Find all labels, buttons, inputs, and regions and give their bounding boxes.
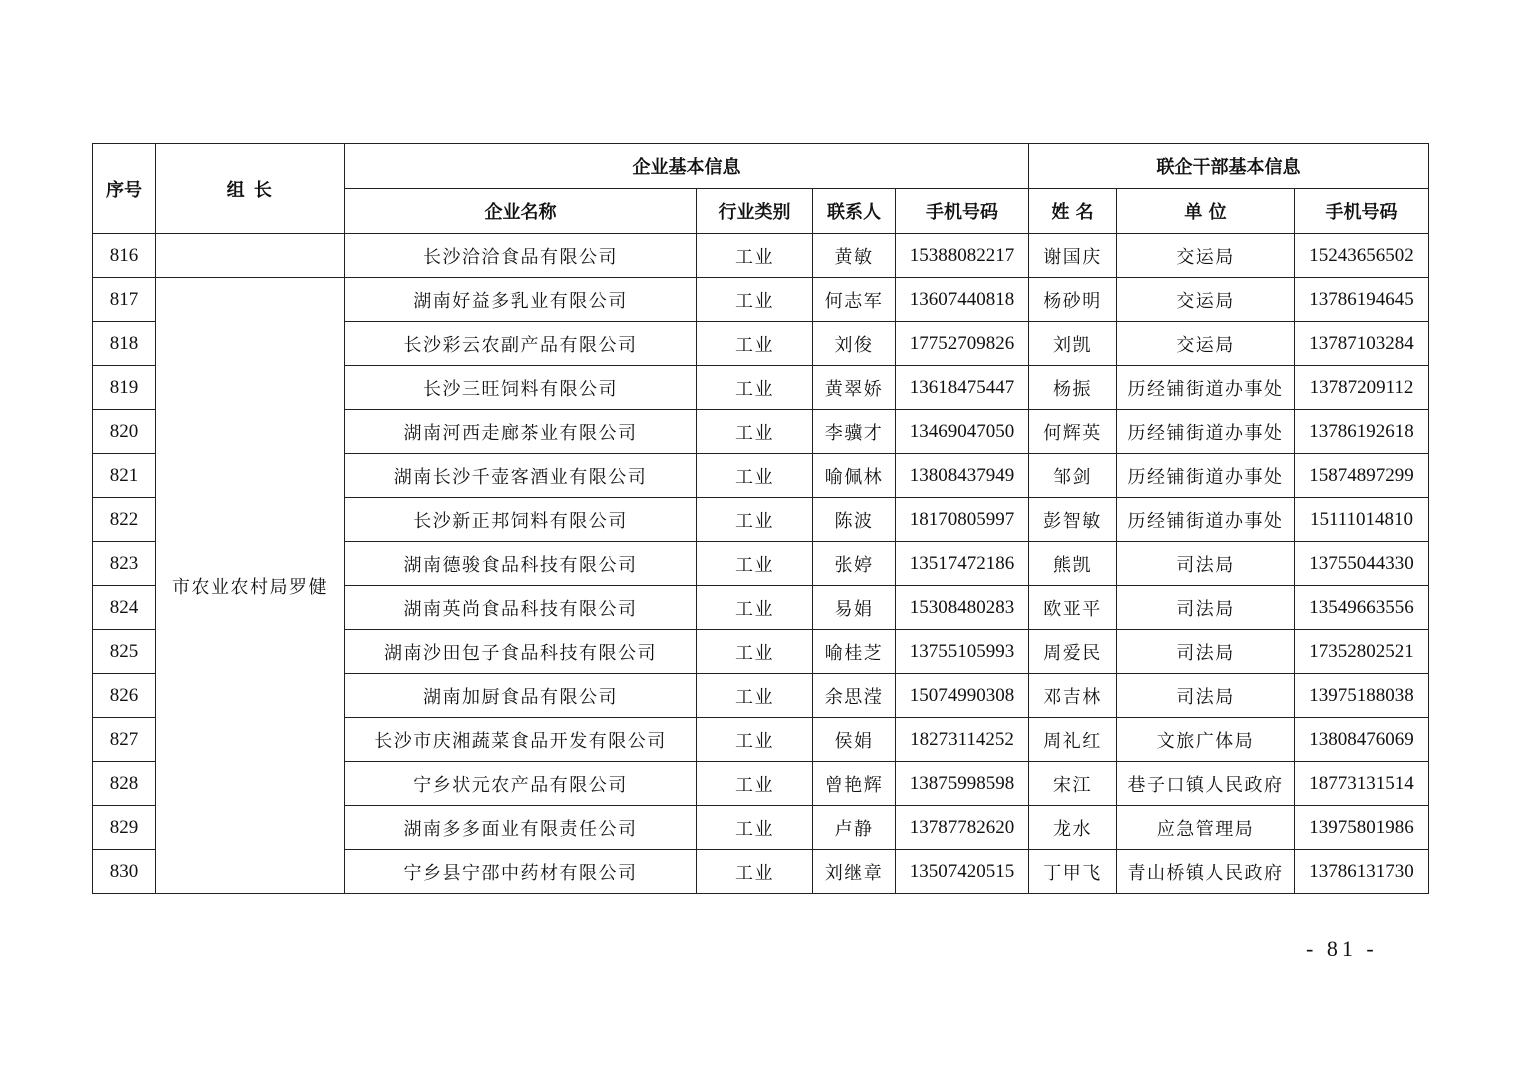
cell-cadre: 宋江 [1029,762,1117,806]
cell-cadre: 刘凯 [1029,322,1117,366]
cell-seq: 830 [93,850,156,894]
cell-seq: 819 [93,366,156,410]
cell-seq: 824 [93,586,156,630]
cell-phone: 13808437949 [896,454,1029,498]
header-industry: 行业类别 [697,189,813,234]
cell-cadre-phone: 13549663556 [1295,586,1429,630]
cell-industry: 工业 [697,322,813,366]
cell-group-leader: 市农业农村局罗健 [156,278,345,894]
cell-cadre-phone: 13808476069 [1295,718,1429,762]
cell-industry: 工业 [697,718,813,762]
cell-contact: 黄敏 [813,234,896,278]
cell-industry: 工业 [697,366,813,410]
cell-seq: 829 [93,806,156,850]
cell-company: 长沙洽洽食品有限公司 [345,234,697,278]
table-row [93,278,1429,322]
cell-cadre-phone: 15243656502 [1295,234,1429,278]
cell-cadre-phone: 18773131514 [1295,762,1429,806]
enterprise-cadre-table [92,143,1429,894]
header-cadre-name: 姓 名 [1029,189,1117,234]
cell-company: 长沙市庆湘蔬菜食品开发有限公司 [345,718,697,762]
cell-industry: 工业 [697,454,813,498]
cell-unit: 历经铺街道办事处 [1117,498,1295,542]
cell-industry: 工业 [697,674,813,718]
header-seq: 序号 [93,144,156,234]
cell-phone: 13618475447 [896,366,1029,410]
cell-seq: 820 [93,410,156,454]
cell-contact: 曾艳辉 [813,762,896,806]
cell-contact: 李骥才 [813,410,896,454]
cell-unit: 历经铺街道办事处 [1117,454,1295,498]
cell-cadre-phone: 15874897299 [1295,454,1429,498]
cell-seq: 825 [93,630,156,674]
cell-company: 长沙三旺饲料有限公司 [345,366,697,410]
cell-industry: 工业 [697,542,813,586]
table-header [93,144,1429,234]
cell-unit: 司法局 [1117,542,1295,586]
cell-contact: 黄翠娇 [813,366,896,410]
cell-unit: 交运局 [1117,278,1295,322]
cell-phone: 18170805997 [896,498,1029,542]
cell-company: 湖南沙田包子食品科技有限公司 [345,630,697,674]
cell-cadre: 杨振 [1029,366,1117,410]
cell-contact: 刘俊 [813,322,896,366]
cell-contact: 张婷 [813,542,896,586]
cell-phone: 17752709826 [896,322,1029,366]
cell-cadre-phone: 13975188038 [1295,674,1429,718]
cell-contact: 刘继章 [813,850,896,894]
cell-unit: 交运局 [1117,322,1295,366]
cell-cadre: 龙水 [1029,806,1117,850]
cell-industry: 工业 [697,410,813,454]
cell-unit: 巷子口镇人民政府 [1117,762,1295,806]
cell-leader [156,234,345,278]
cell-unit: 司法局 [1117,674,1295,718]
cell-cadre-phone: 17352802521 [1295,630,1429,674]
cell-cadre: 欧亚平 [1029,586,1117,630]
cell-phone: 13469047050 [896,410,1029,454]
cell-industry: 工业 [697,630,813,674]
cell-company: 湖南英尚食品科技有限公司 [345,586,697,630]
cell-cadre-phone: 15111014810 [1295,498,1429,542]
cell-cadre: 丁甲飞 [1029,850,1117,894]
cell-seq: 826 [93,674,156,718]
cell-industry: 工业 [697,498,813,542]
cell-seq: 818 [93,322,156,366]
cell-cadre-phone: 13786194645 [1295,278,1429,322]
cell-cadre-phone: 13787209112 [1295,366,1429,410]
cell-unit: 司法局 [1117,630,1295,674]
cell-seq: 828 [93,762,156,806]
cell-phone: 15074990308 [896,674,1029,718]
cell-seq: 823 [93,542,156,586]
cell-company: 宁乡状元农产品有限公司 [345,762,697,806]
header-cadre-unit: 单 位 [1117,189,1295,234]
cell-company: 湖南好益多乳业有限公司 [345,278,697,322]
cell-phone: 13787782620 [896,806,1029,850]
cell-cadre: 杨砂明 [1029,278,1117,322]
cell-cadre: 周礼红 [1029,718,1117,762]
cell-seq: 817 [93,278,156,322]
cell-cadre-phone: 13975801986 [1295,806,1429,850]
cell-contact: 易娟 [813,586,896,630]
cell-phone: 18273114252 [896,718,1029,762]
cell-contact: 余思滢 [813,674,896,718]
cell-cadre: 邹剑 [1029,454,1117,498]
cell-company: 湖南长沙千壶客酒业有限公司 [345,454,697,498]
cell-company: 湖南加厨食品有限公司 [345,674,697,718]
header-company-name: 企业名称 [345,189,697,234]
cell-cadre-phone: 13786131730 [1295,850,1429,894]
cell-contact: 陈波 [813,498,896,542]
cell-unit: 历经铺街道办事处 [1117,410,1295,454]
cell-phone: 13875998598 [896,762,1029,806]
cell-unit: 司法局 [1117,586,1295,630]
cell-cadre-phone: 13786192618 [1295,410,1429,454]
table-row [93,234,1429,278]
cell-unit: 应急管理局 [1117,806,1295,850]
cell-phone: 15308480283 [896,586,1029,630]
cell-contact: 侯娟 [813,718,896,762]
cell-unit: 文旅广体局 [1117,718,1295,762]
cell-cadre-phone: 13755044330 [1295,542,1429,586]
cell-cadre: 何辉英 [1029,410,1117,454]
cell-company: 湖南河西走廊茶业有限公司 [345,410,697,454]
cell-industry: 工业 [697,806,813,850]
cell-unit: 青山桥镇人民政府 [1117,850,1295,894]
cell-phone: 13517472186 [896,542,1029,586]
cell-cadre: 熊凯 [1029,542,1117,586]
cell-phone: 13507420515 [896,850,1029,894]
cell-industry: 工业 [697,762,813,806]
header-enterprise-group: 企业基本信息 [345,144,1029,189]
cell-seq: 822 [93,498,156,542]
cell-seq: 821 [93,454,156,498]
cell-company: 长沙彩云农副产品有限公司 [345,322,697,366]
header-contact-phone: 手机号码 [896,189,1029,234]
cell-cadre-phone: 13787103284 [1295,322,1429,366]
cell-industry: 工业 [697,850,813,894]
page-number: - 81 - [1306,936,1378,961]
header-contact: 联系人 [813,189,896,234]
cell-industry: 工业 [697,278,813,322]
cell-company: 湖南德骏食品科技有限公司 [345,542,697,586]
cell-unit: 交运局 [1117,234,1295,278]
header-cadre-phone: 手机号码 [1295,189,1429,234]
cell-seq: 816 [93,234,156,278]
cell-contact: 喻佩林 [813,454,896,498]
header-leader: 组 长 [156,144,345,234]
cell-cadre: 邓吉林 [1029,674,1117,718]
cell-company: 宁乡县宁邵中药材有限公司 [345,850,697,894]
cell-contact: 卢静 [813,806,896,850]
cell-contact: 喻桂芝 [813,630,896,674]
cell-company: 长沙新正邦饲料有限公司 [345,498,697,542]
table-body [93,234,1429,894]
cell-cadre: 周爱民 [1029,630,1117,674]
cell-cadre: 谢国庆 [1029,234,1117,278]
cell-seq: 827 [93,718,156,762]
cell-contact: 何志军 [813,278,896,322]
header-cadre-group: 联企干部基本信息 [1029,144,1429,189]
cell-unit: 历经铺街道办事处 [1117,366,1295,410]
cell-industry: 工业 [697,234,813,278]
cell-phone: 15388082217 [896,234,1029,278]
cell-company: 湖南多多面业有限责任公司 [345,806,697,850]
cell-phone: 13755105993 [896,630,1029,674]
cell-phone: 13607440818 [896,278,1029,322]
cell-industry: 工业 [697,586,813,630]
cell-cadre: 彭智敏 [1029,498,1117,542]
